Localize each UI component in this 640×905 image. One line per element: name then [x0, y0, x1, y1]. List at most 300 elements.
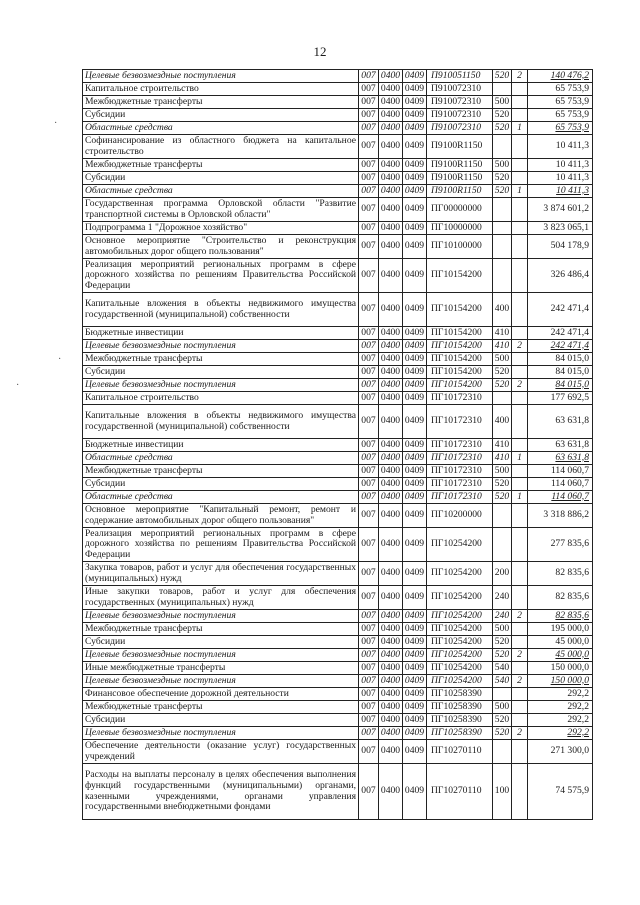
row-amount: 271 300,0	[528, 740, 593, 764]
row-section-code: 0400	[379, 259, 403, 293]
row-name: Областные средства	[83, 491, 359, 504]
row-subsection-code: 0409	[403, 675, 427, 688]
row-subsection-code: 0409	[403, 135, 427, 159]
row-amount: 10 411,3	[528, 185, 593, 198]
row-name: Целевые безвозмездные поступления	[83, 379, 359, 392]
row-name: Субсидии	[83, 714, 359, 727]
row-section-code: 0400	[379, 675, 403, 688]
table-row	[83, 392, 593, 405]
row-expense-type: 520	[493, 379, 512, 392]
row-amount: 3 318 886,2	[528, 504, 593, 528]
table-row	[83, 172, 593, 185]
row-expense-type: 400	[493, 293, 512, 327]
row-amount: 63 631,8	[528, 439, 593, 452]
row-amount: 65 753,9	[528, 122, 593, 135]
row-expense-type: 520	[493, 70, 512, 83]
row-ministry-code: 007	[359, 452, 379, 465]
row-name: Расходы на выплаты персоналу в целях обеспечения выполнения функций государственными (муниципальными) органами, казенными учреждениями, органами управления государственными внебюджетными фондами	[83, 764, 359, 820]
row-target-article: П9100R1150	[427, 185, 493, 198]
row-section-code: 0400	[379, 109, 403, 122]
row-section-code: 0400	[379, 222, 403, 235]
row-target-article: ПГ10172310	[427, 491, 493, 504]
row-section-code: 0400	[379, 764, 403, 820]
table-row	[83, 675, 593, 688]
row-amount: 84 015,0	[528, 366, 593, 379]
row-name: Целевые безвозмездные поступления	[83, 649, 359, 662]
row-expense-type: 520	[493, 478, 512, 491]
row-name: Основное мероприятие "Строительство и реконструкция автомобильных дорог общего пользования"	[83, 235, 359, 259]
row-section-code: 0400	[379, 235, 403, 259]
table-row	[83, 610, 593, 623]
row-name: Подпрограмма 1 "Дорожное хозяйство"	[83, 222, 359, 235]
row-subsection-code: 0409	[403, 727, 427, 740]
row-name: Целевые безвозмездные поступления	[83, 340, 359, 353]
row-expense-type	[493, 504, 512, 528]
row-expense-type: 200	[493, 562, 512, 586]
row-source-code	[512, 764, 528, 820]
row-expense-type	[493, 740, 512, 764]
row-ministry-code: 007	[359, 439, 379, 452]
row-source-code: 2	[512, 379, 528, 392]
row-expense-type: 500	[493, 465, 512, 478]
table-row	[83, 740, 593, 764]
row-subsection-code: 0409	[403, 172, 427, 185]
row-section-code: 0400	[379, 701, 403, 714]
row-section-code: 0400	[379, 185, 403, 198]
row-source-code: 2	[512, 675, 528, 688]
row-name: Иные закупки товаров, работ и услуг для обеспечения государственных (муниципальных) нужд	[83, 586, 359, 610]
row-section-code: 0400	[379, 662, 403, 675]
row-ministry-code: 007	[359, 366, 379, 379]
row-source-code	[512, 701, 528, 714]
row-ministry-code: 007	[359, 465, 379, 478]
row-section-code: 0400	[379, 172, 403, 185]
table-row	[83, 70, 593, 83]
row-expense-type: 520	[493, 636, 512, 649]
row-section-code: 0400	[379, 159, 403, 172]
row-source-code	[512, 405, 528, 439]
row-ministry-code: 007	[359, 740, 379, 764]
table-row	[83, 159, 593, 172]
row-subsection-code: 0409	[403, 259, 427, 293]
row-source-code	[512, 293, 528, 327]
row-name: Финансовое обеспечение дорожной деятельности	[83, 688, 359, 701]
margin-mark: ·	[16, 380, 20, 391]
row-amount: 242 471,4	[528, 327, 593, 340]
table-row	[83, 452, 593, 465]
table-row	[83, 439, 593, 452]
row-section-code: 0400	[379, 586, 403, 610]
row-source-code: 2	[512, 727, 528, 740]
row-target-article: ПГ00000000	[427, 198, 493, 222]
row-section-code: 0400	[379, 327, 403, 340]
row-source-code	[512, 353, 528, 366]
row-source-code	[512, 172, 528, 185]
row-name: Межбюджетные трансферты	[83, 353, 359, 366]
row-source-code	[512, 562, 528, 586]
row-section-code: 0400	[379, 610, 403, 623]
row-amount: 82 835,6	[528, 610, 593, 623]
table-row	[83, 562, 593, 586]
row-name: Целевые безвозмездные поступления	[83, 727, 359, 740]
row-amount: 65 753,9	[528, 96, 593, 109]
row-amount: 242 471,4	[528, 293, 593, 327]
row-amount: 45 000,0	[528, 636, 593, 649]
row-amount: 82 835,6	[528, 586, 593, 610]
row-amount: 504 178,9	[528, 235, 593, 259]
row-subsection-code: 0409	[403, 478, 427, 491]
row-name: Целевые безвозмездные поступления	[83, 610, 359, 623]
row-ministry-code: 007	[359, 562, 379, 586]
row-section-code: 0400	[379, 96, 403, 109]
table-row	[83, 366, 593, 379]
row-subsection-code: 0409	[403, 636, 427, 649]
row-target-article: ПГ10154200	[427, 340, 493, 353]
row-section-code: 0400	[379, 392, 403, 405]
row-name: Обеспечение деятельности (оказание услуг) государственных учреждений	[83, 740, 359, 764]
row-section-code: 0400	[379, 740, 403, 764]
row-expense-type: 520	[493, 109, 512, 122]
row-name: Областные средства	[83, 185, 359, 198]
row-source-code	[512, 83, 528, 96]
row-expense-type: 520	[493, 122, 512, 135]
table-row	[83, 636, 593, 649]
row-subsection-code: 0409	[403, 649, 427, 662]
table-row	[83, 122, 593, 135]
row-expense-type	[493, 259, 512, 293]
row-amount: 114 060,7	[528, 478, 593, 491]
row-target-article: ПГ10172310	[427, 392, 493, 405]
row-expense-type: 410	[493, 340, 512, 353]
row-name: Реализация мероприятий региональных программ в сфере дорожного хозяйства по решениям Правительства Российской Федерации	[83, 528, 359, 562]
row-amount: 114 060,7	[528, 465, 593, 478]
row-ministry-code: 007	[359, 159, 379, 172]
row-section-code: 0400	[379, 714, 403, 727]
row-ministry-code: 007	[359, 491, 379, 504]
row-subsection-code: 0409	[403, 662, 427, 675]
row-ministry-code: 007	[359, 70, 379, 83]
row-expense-type	[493, 198, 512, 222]
table-row	[83, 222, 593, 235]
row-subsection-code: 0409	[403, 465, 427, 478]
row-ministry-code: 007	[359, 727, 379, 740]
row-source-code	[512, 636, 528, 649]
row-source-code: 1	[512, 122, 528, 135]
row-amount: 177 692,5	[528, 392, 593, 405]
row-target-article: ПГ10254200	[427, 586, 493, 610]
row-target-article: ПГ10258390	[427, 727, 493, 740]
row-ministry-code: 007	[359, 623, 379, 636]
row-ministry-code: 007	[359, 109, 379, 122]
row-target-article: П910051150	[427, 70, 493, 83]
row-amount: 292,2	[528, 701, 593, 714]
row-expense-type: 520	[493, 491, 512, 504]
table-row	[83, 379, 593, 392]
row-amount: 63 631,8	[528, 405, 593, 439]
table-body	[83, 70, 593, 820]
row-target-article: ПГ10258390	[427, 688, 493, 701]
row-expense-type: 500	[493, 96, 512, 109]
table-row	[83, 259, 593, 293]
row-target-article: ПГ10258390	[427, 701, 493, 714]
row-source-code	[512, 465, 528, 478]
row-expense-type: 240	[493, 610, 512, 623]
row-section-code: 0400	[379, 122, 403, 135]
table-row	[83, 478, 593, 491]
row-ministry-code: 007	[359, 688, 379, 701]
row-target-article: ПГ10254200	[427, 528, 493, 562]
row-ministry-code: 007	[359, 405, 379, 439]
row-expense-type: 410	[493, 439, 512, 452]
row-target-article: ПГ10154200	[427, 379, 493, 392]
row-ministry-code: 007	[359, 649, 379, 662]
row-subsection-code: 0409	[403, 528, 427, 562]
row-section-code: 0400	[379, 688, 403, 701]
row-ministry-code: 007	[359, 662, 379, 675]
row-section-code: 0400	[379, 340, 403, 353]
table-row	[83, 528, 593, 562]
row-subsection-code: 0409	[403, 353, 427, 366]
row-subsection-code: 0409	[403, 491, 427, 504]
row-subsection-code: 0409	[403, 185, 427, 198]
row-expense-type: 520	[493, 185, 512, 198]
row-target-article: П910072310	[427, 122, 493, 135]
row-ministry-code: 007	[359, 353, 379, 366]
row-section-code: 0400	[379, 198, 403, 222]
row-target-article: ПГ10254200	[427, 636, 493, 649]
row-target-article: ПГ10172310	[427, 405, 493, 439]
row-name: Софинансирование из областного бюджета на капитальное строительство	[83, 135, 359, 159]
row-section-code: 0400	[379, 504, 403, 528]
row-ministry-code: 007	[359, 185, 379, 198]
table-row	[83, 327, 593, 340]
row-ministry-code: 007	[359, 379, 379, 392]
row-target-article: П9100R1150	[427, 135, 493, 159]
row-amount: 242 471,4	[528, 340, 593, 353]
row-target-article: ПГ10270110	[427, 740, 493, 764]
row-name: Межбюджетные трансферты	[83, 159, 359, 172]
row-name: Межбюджетные трансферты	[83, 96, 359, 109]
row-subsection-code: 0409	[403, 222, 427, 235]
row-subsection-code: 0409	[403, 122, 427, 135]
row-source-code	[512, 439, 528, 452]
row-amount: 10 411,3	[528, 172, 593, 185]
row-ministry-code: 007	[359, 122, 379, 135]
row-section-code: 0400	[379, 478, 403, 491]
row-source-code: 1	[512, 491, 528, 504]
row-expense-type	[493, 83, 512, 96]
row-section-code: 0400	[379, 379, 403, 392]
table-row	[83, 649, 593, 662]
row-source-code: 2	[512, 340, 528, 353]
page-number: 12	[313, 44, 327, 59]
row-source-code	[512, 528, 528, 562]
row-amount: 292,2	[528, 714, 593, 727]
row-section-code: 0400	[379, 528, 403, 562]
table-row	[83, 185, 593, 198]
row-source-code: 2	[512, 610, 528, 623]
table-row	[83, 198, 593, 222]
row-amount: 65 753,9	[528, 83, 593, 96]
row-ministry-code: 007	[359, 293, 379, 327]
row-expense-type: 520	[493, 649, 512, 662]
row-source-code	[512, 623, 528, 636]
row-name: Основное мероприятие "Капитальный ремонт, ремонт и содержание автомобильных дорог общего пользования"	[83, 504, 359, 528]
row-ministry-code: 007	[359, 610, 379, 623]
row-name: Капитальные вложения в объекты недвижимого имущества государственной (муниципальной) собственности	[83, 293, 359, 327]
row-target-article: ПГ10154200	[427, 293, 493, 327]
row-name: Бюджетные инвестиции	[83, 439, 359, 452]
row-name: Субсидии	[83, 109, 359, 122]
row-ministry-code: 007	[359, 478, 379, 491]
row-section-code: 0400	[379, 353, 403, 366]
row-subsection-code: 0409	[403, 623, 427, 636]
row-expense-type	[493, 392, 512, 405]
row-amount: 292,2	[528, 727, 593, 740]
table-row	[83, 340, 593, 353]
row-source-code	[512, 478, 528, 491]
row-name: Капитальные вложения в объекты недвижимого имущества государственной (муниципальной) собственности	[83, 405, 359, 439]
table-row	[83, 714, 593, 727]
table-row	[83, 235, 593, 259]
row-source-code	[512, 327, 528, 340]
row-subsection-code: 0409	[403, 586, 427, 610]
row-expense-type: 500	[493, 623, 512, 636]
row-name: Целевые безвозмездные поступления	[83, 70, 359, 83]
table-row	[83, 491, 593, 504]
table-row	[83, 465, 593, 478]
row-amount: 74 575,9	[528, 764, 593, 820]
row-ministry-code: 007	[359, 764, 379, 820]
table-row	[83, 662, 593, 675]
row-amount: 150 000,0	[528, 675, 593, 688]
row-name: Закупка товаров, работ и услуг для обеспечения государственных (муниципальных) нужд	[83, 562, 359, 586]
table-row	[83, 353, 593, 366]
row-source-code	[512, 135, 528, 159]
table-row	[83, 764, 593, 820]
row-section-code: 0400	[379, 366, 403, 379]
row-source-code	[512, 198, 528, 222]
row-ministry-code: 007	[359, 714, 379, 727]
row-source-code	[512, 688, 528, 701]
table-row	[83, 135, 593, 159]
row-name: Субсидии	[83, 172, 359, 185]
row-target-article: ПГ10200000	[427, 504, 493, 528]
row-source-code	[512, 392, 528, 405]
row-subsection-code: 0409	[403, 405, 427, 439]
row-source-code	[512, 96, 528, 109]
row-target-article: ПГ10172310	[427, 452, 493, 465]
row-amount: 150 000,0	[528, 662, 593, 675]
row-ministry-code: 007	[359, 172, 379, 185]
row-target-article: ПГ10172310	[427, 439, 493, 452]
row-subsection-code: 0409	[403, 562, 427, 586]
row-section-code: 0400	[379, 465, 403, 478]
row-subsection-code: 0409	[403, 740, 427, 764]
row-amount: 292,2	[528, 688, 593, 701]
table-row	[83, 727, 593, 740]
row-amount: 84 015,0	[528, 353, 593, 366]
row-source-code	[512, 740, 528, 764]
row-target-article: ПГ10254200	[427, 610, 493, 623]
row-name: Межбюджетные трансферты	[83, 623, 359, 636]
row-name: Иные межбюджетные трансферты	[83, 662, 359, 675]
row-expense-type: 520	[493, 172, 512, 185]
row-name: Межбюджетные трансферты	[83, 465, 359, 478]
row-amount: 82 835,6	[528, 562, 593, 586]
row-target-article: ПГ10154200	[427, 259, 493, 293]
row-section-code: 0400	[379, 623, 403, 636]
row-target-article: ПГ10254200	[427, 649, 493, 662]
row-subsection-code: 0409	[403, 159, 427, 172]
row-ministry-code: 007	[359, 586, 379, 610]
row-amount: 3 823 065,1	[528, 222, 593, 235]
row-expense-type: 100	[493, 764, 512, 820]
row-subsection-code: 0409	[403, 504, 427, 528]
row-target-article: ПГ10254200	[427, 662, 493, 675]
row-expense-type: 400	[493, 405, 512, 439]
row-ministry-code: 007	[359, 96, 379, 109]
row-section-code: 0400	[379, 135, 403, 159]
row-target-article: ПГ10254200	[427, 562, 493, 586]
row-ministry-code: 007	[359, 259, 379, 293]
row-ministry-code: 007	[359, 675, 379, 688]
row-expense-type: 520	[493, 714, 512, 727]
row-subsection-code: 0409	[403, 109, 427, 122]
budget-table	[82, 69, 593, 820]
row-target-article: П9100R1150	[427, 159, 493, 172]
row-expense-type: 500	[493, 701, 512, 714]
row-ministry-code: 007	[359, 198, 379, 222]
row-name: Областные средства	[83, 452, 359, 465]
row-name: Целевые безвозмездные поступления	[83, 675, 359, 688]
row-section-code: 0400	[379, 491, 403, 504]
row-source-code: 2	[512, 70, 528, 83]
row-expense-type	[493, 688, 512, 701]
table-row	[83, 405, 593, 439]
row-expense-type	[493, 235, 512, 259]
row-subsection-code: 0409	[403, 235, 427, 259]
row-target-article: П910072310	[427, 83, 493, 96]
row-subsection-code: 0409	[403, 366, 427, 379]
row-subsection-code: 0409	[403, 70, 427, 83]
row-target-article: ПГ10000000	[427, 222, 493, 235]
row-amount: 10 411,3	[528, 159, 593, 172]
row-target-article: ПГ10258390	[427, 714, 493, 727]
row-amount: 84 015,0	[528, 379, 593, 392]
row-subsection-code: 0409	[403, 379, 427, 392]
row-ministry-code: 007	[359, 392, 379, 405]
row-name: Капитальное строительство	[83, 392, 359, 405]
row-expense-type: 240	[493, 586, 512, 610]
row-ministry-code: 007	[359, 235, 379, 259]
row-name: Реализация мероприятий региональных программ в сфере дорожного хозяйства по решениям Правительства Российской Федерации	[83, 259, 359, 293]
row-expense-type: 540	[493, 662, 512, 675]
row-section-code: 0400	[379, 636, 403, 649]
row-ministry-code: 007	[359, 528, 379, 562]
row-source-code: 2	[512, 649, 528, 662]
row-name: Субсидии	[83, 478, 359, 491]
row-target-article: ПГ10254200	[427, 675, 493, 688]
row-ministry-code: 007	[359, 701, 379, 714]
row-amount: 140 476,2	[528, 70, 593, 83]
row-section-code: 0400	[379, 83, 403, 96]
row-ministry-code: 007	[359, 504, 379, 528]
row-expense-type	[493, 528, 512, 562]
row-amount: 10 411,3	[528, 135, 593, 159]
row-expense-type	[493, 222, 512, 235]
row-source-code	[512, 586, 528, 610]
